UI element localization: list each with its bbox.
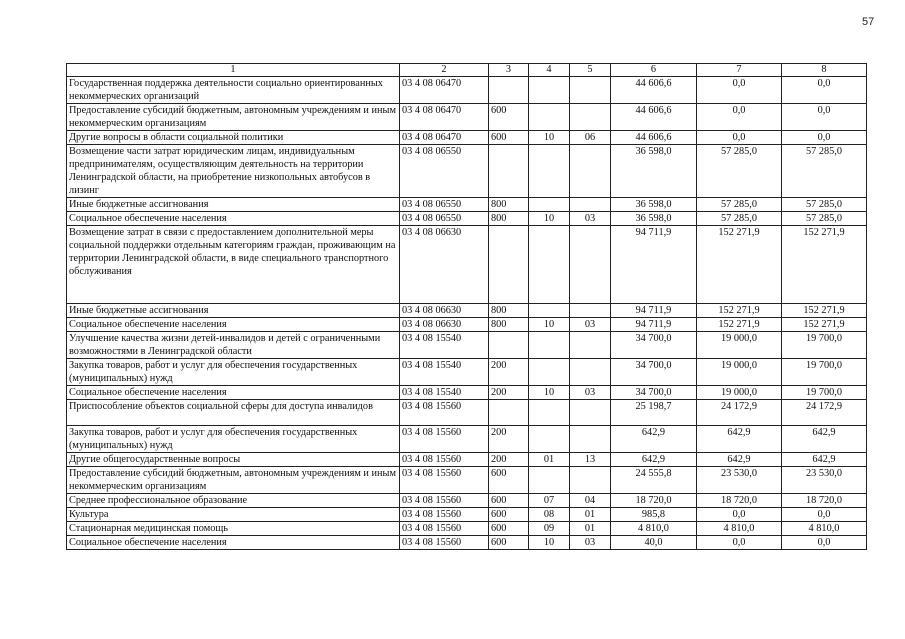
cell-vr [489,77,529,104]
cell-sum-3: 0,0 [782,104,867,131]
cell-sum-1: 24 555,8 [611,467,697,494]
cell-sum-1: 94 711,9 [611,318,697,332]
col-header: 2 [400,64,489,77]
table-row [67,494,867,508]
cell-rz: 09 [529,522,570,536]
cell-pr: 04 [570,494,611,508]
cell-code: 03 4 08 15540 [400,386,489,400]
page-number: 57 [862,16,875,28]
table-body [67,77,867,550]
cell-sum-2: 57 285,0 [697,198,782,212]
cell-sum-3: 19 700,0 [782,332,867,359]
cell-sum-2: 0,0 [697,77,782,104]
cell-sum-3: 24 172,9 [782,400,867,426]
cell-sum-1: 18 720,0 [611,494,697,508]
cell-sum-3: 152 271,9 [782,226,867,304]
table-row [67,536,867,550]
cell-sum-2: 23 530,0 [697,467,782,494]
cell-code: 03 4 08 15560 [400,522,489,536]
cell-sum-3: 0,0 [782,508,867,522]
cell-sum-1: 94 711,9 [611,226,697,304]
cell-name: Социальное обеспечение населения [67,386,400,400]
table-row [67,212,867,226]
cell-pr [570,426,611,453]
cell-vr: 600 [489,494,529,508]
cell-rz: 08 [529,508,570,522]
cell-pr: 03 [570,212,611,226]
cell-name: Возмещение части затрат юридическим лицам, индивидуальным предпринимателям, осуществляющим деятельность на территории Ленинградской области, на приобретение низкопольных автобусов в лизинг [67,145,400,198]
cell-name: Иные бюджетные ассигнования [67,304,400,318]
cell-name: Среднее профессиональное образование [67,494,400,508]
cell-sum-2: 19 000,0 [697,386,782,400]
cell-rz: 10 [529,318,570,332]
cell-sum-2: 19 000,0 [697,332,782,359]
cell-rz [529,104,570,131]
table-row [67,400,867,426]
cell-vr: 600 [489,536,529,550]
cell-name: Другие вопросы в области социальной политики [67,131,400,145]
cell-sum-2: 18 720,0 [697,494,782,508]
cell-name: Закупка товаров, работ и услуг для обеспечения государственных (муниципальных) нужд [67,359,400,386]
cell-name: Культура [67,508,400,522]
table-row [67,332,867,359]
cell-code: 03 4 08 15540 [400,332,489,359]
cell-sum-3: 23 530,0 [782,467,867,494]
cell-sum-2: 642,9 [697,453,782,467]
cell-code: 03 4 08 15560 [400,426,489,453]
cell-code: 03 4 08 06470 [400,131,489,145]
cell-pr [570,359,611,386]
cell-pr [570,226,611,304]
cell-sum-3: 19 700,0 [782,359,867,386]
table-row [67,426,867,453]
cell-pr [570,145,611,198]
cell-vr: 600 [489,131,529,145]
table-row [67,453,867,467]
cell-sum-2: 0,0 [697,536,782,550]
table-row [67,304,867,318]
cell-vr: 200 [489,426,529,453]
cell-sum-1: 642,9 [611,453,697,467]
cell-code: 03 4 08 15560 [400,508,489,522]
col-header: 3 [489,64,529,77]
cell-name: Социальное обеспечение населения [67,536,400,550]
cell-sum-1: 36 598,0 [611,145,697,198]
cell-sum-2: 0,0 [697,131,782,145]
cell-sum-1: 642,9 [611,426,697,453]
cell-name: Закупка товаров, работ и услуг для обеспечения государственных (муниципальных) нужд [67,426,400,453]
cell-sum-3: 152 271,9 [782,304,867,318]
cell-vr: 200 [489,359,529,386]
cell-pr [570,467,611,494]
cell-sum-1: 34 700,0 [611,386,697,400]
cell-vr [489,226,529,304]
table-row [67,386,867,400]
cell-pr [570,332,611,359]
cell-sum-2: 0,0 [697,508,782,522]
table-row [67,467,867,494]
cell-code: 03 4 08 06550 [400,198,489,212]
cell-name: Государственная поддержка деятельности социально ориентированных некоммерческих организаций [67,77,400,104]
col-header: 5 [570,64,611,77]
cell-sum-2: 4 810,0 [697,522,782,536]
table-row [67,131,867,145]
cell-code: 03 4 08 15560 [400,467,489,494]
col-header: 8 [782,64,867,77]
cell-sum-3: 57 285,0 [782,212,867,226]
table-row [67,522,867,536]
cell-name: Предоставление субсидий бюджетным, автономным учреждениям и иным некоммерческим организациям [67,467,400,494]
cell-code: 03 4 08 06550 [400,212,489,226]
col-header: 7 [697,64,782,77]
table-row [67,318,867,332]
table-row [67,198,867,212]
cell-rz: 10 [529,386,570,400]
cell-pr: 03 [570,318,611,332]
cell-sum-2: 57 285,0 [697,212,782,226]
cell-name: Возмещение затрат в связи с предоставлением дополнительной меры социальной поддержки отдельным категориям граждан, проживающим на территории Ленинградской области, в виде специального транспортного обслуживания [67,226,400,304]
header-row [67,64,867,77]
table-row [67,77,867,104]
cell-name: Предоставление субсидий бюджетным, автономным учреждениям и иным некоммерческим организациям [67,104,400,131]
table-row [67,226,867,304]
cell-name: Социальное обеспечение населения [67,212,400,226]
cell-name: Иные бюджетные ассигнования [67,198,400,212]
cell-sum-1: 36 598,0 [611,212,697,226]
cell-code: 03 4 08 06470 [400,77,489,104]
cell-sum-3: 57 285,0 [782,198,867,212]
cell-vr: 600 [489,522,529,536]
cell-code: 03 4 08 06630 [400,318,489,332]
cell-pr [570,104,611,131]
cell-pr [570,304,611,318]
cell-rz [529,426,570,453]
cell-sum-2: 57 285,0 [697,145,782,198]
cell-pr: 06 [570,131,611,145]
cell-sum-1: 985,8 [611,508,697,522]
table-row [67,104,867,131]
cell-rz [529,145,570,198]
cell-name: Стационарная медицинская помощь [67,522,400,536]
cell-code: 03 4 08 15540 [400,359,489,386]
cell-sum-2: 152 271,9 [697,318,782,332]
col-header: 4 [529,64,570,77]
cell-vr: 200 [489,386,529,400]
cell-code: 03 4 08 06470 [400,104,489,131]
cell-pr: 01 [570,522,611,536]
cell-rz [529,400,570,426]
cell-sum-1: 44 606,6 [611,104,697,131]
cell-rz: 07 [529,494,570,508]
cell-sum-1: 44 606,6 [611,77,697,104]
cell-rz [529,332,570,359]
cell-sum-1: 94 711,9 [611,304,697,318]
cell-sum-2: 24 172,9 [697,400,782,426]
cell-vr [489,145,529,198]
cell-rz [529,226,570,304]
cell-sum-1: 34 700,0 [611,332,697,359]
cell-sum-3: 642,9 [782,426,867,453]
cell-pr [570,400,611,426]
cell-pr [570,77,611,104]
cell-rz [529,77,570,104]
cell-sum-1: 44 606,6 [611,131,697,145]
cell-sum-3: 0,0 [782,131,867,145]
cell-vr: 200 [489,453,529,467]
cell-code: 03 4 08 06630 [400,226,489,304]
cell-code: 03 4 08 06550 [400,145,489,198]
cell-pr: 03 [570,536,611,550]
cell-name: Социальное обеспечение населения [67,318,400,332]
cell-vr: 600 [489,508,529,522]
cell-sum-1: 36 598,0 [611,198,697,212]
cell-name: Приспособление объектов социальной сферы для доступа инвалидов [67,400,400,426]
cell-code: 03 4 08 06630 [400,304,489,318]
cell-rz: 01 [529,453,570,467]
cell-rz [529,198,570,212]
cell-vr: 600 [489,104,529,131]
cell-code: 03 4 08 15560 [400,536,489,550]
cell-sum-2: 642,9 [697,426,782,453]
cell-rz: 10 [529,131,570,145]
cell-vr: 800 [489,318,529,332]
cell-name: Другие общегосударственные вопросы [67,453,400,467]
table-row [67,508,867,522]
cell-rz [529,304,570,318]
cell-vr: 600 [489,467,529,494]
cell-name: Улучшение качества жизни детей-инвалидов и детей с ограниченными возможностями в Ленинградской области [67,332,400,359]
cell-vr: 800 [489,212,529,226]
cell-sum-3: 57 285,0 [782,145,867,198]
cell-sum-3: 0,0 [782,77,867,104]
cell-sum-2: 152 271,9 [697,226,782,304]
cell-vr [489,400,529,426]
cell-sum-3: 152 271,9 [782,318,867,332]
cell-pr: 13 [570,453,611,467]
cell-sum-2: 152 271,9 [697,304,782,318]
cell-sum-1: 34 700,0 [611,359,697,386]
cell-rz: 10 [529,212,570,226]
table-row [67,145,867,198]
col-header: 6 [611,64,697,77]
cell-sum-3: 642,9 [782,453,867,467]
cell-code: 03 4 08 15560 [400,494,489,508]
cell-sum-2: 0,0 [697,104,782,131]
budget-table [66,63,867,550]
table-row [67,359,867,386]
cell-sum-1: 40,0 [611,536,697,550]
cell-sum-2: 19 000,0 [697,359,782,386]
cell-vr: 800 [489,198,529,212]
cell-vr: 800 [489,304,529,318]
cell-code: 03 4 08 15560 [400,400,489,426]
cell-sum-3: 0,0 [782,536,867,550]
cell-sum-1: 25 198,7 [611,400,697,426]
cell-rz: 10 [529,536,570,550]
cell-pr: 01 [570,508,611,522]
col-header: 1 [67,64,400,77]
cell-code: 03 4 08 15560 [400,453,489,467]
cell-sum-3: 19 700,0 [782,386,867,400]
cell-sum-3: 18 720,0 [782,494,867,508]
cell-rz [529,467,570,494]
cell-rz [529,359,570,386]
cell-pr: 03 [570,386,611,400]
cell-vr [489,332,529,359]
cell-sum-1: 4 810,0 [611,522,697,536]
cell-sum-3: 4 810,0 [782,522,867,536]
cell-pr [570,198,611,212]
